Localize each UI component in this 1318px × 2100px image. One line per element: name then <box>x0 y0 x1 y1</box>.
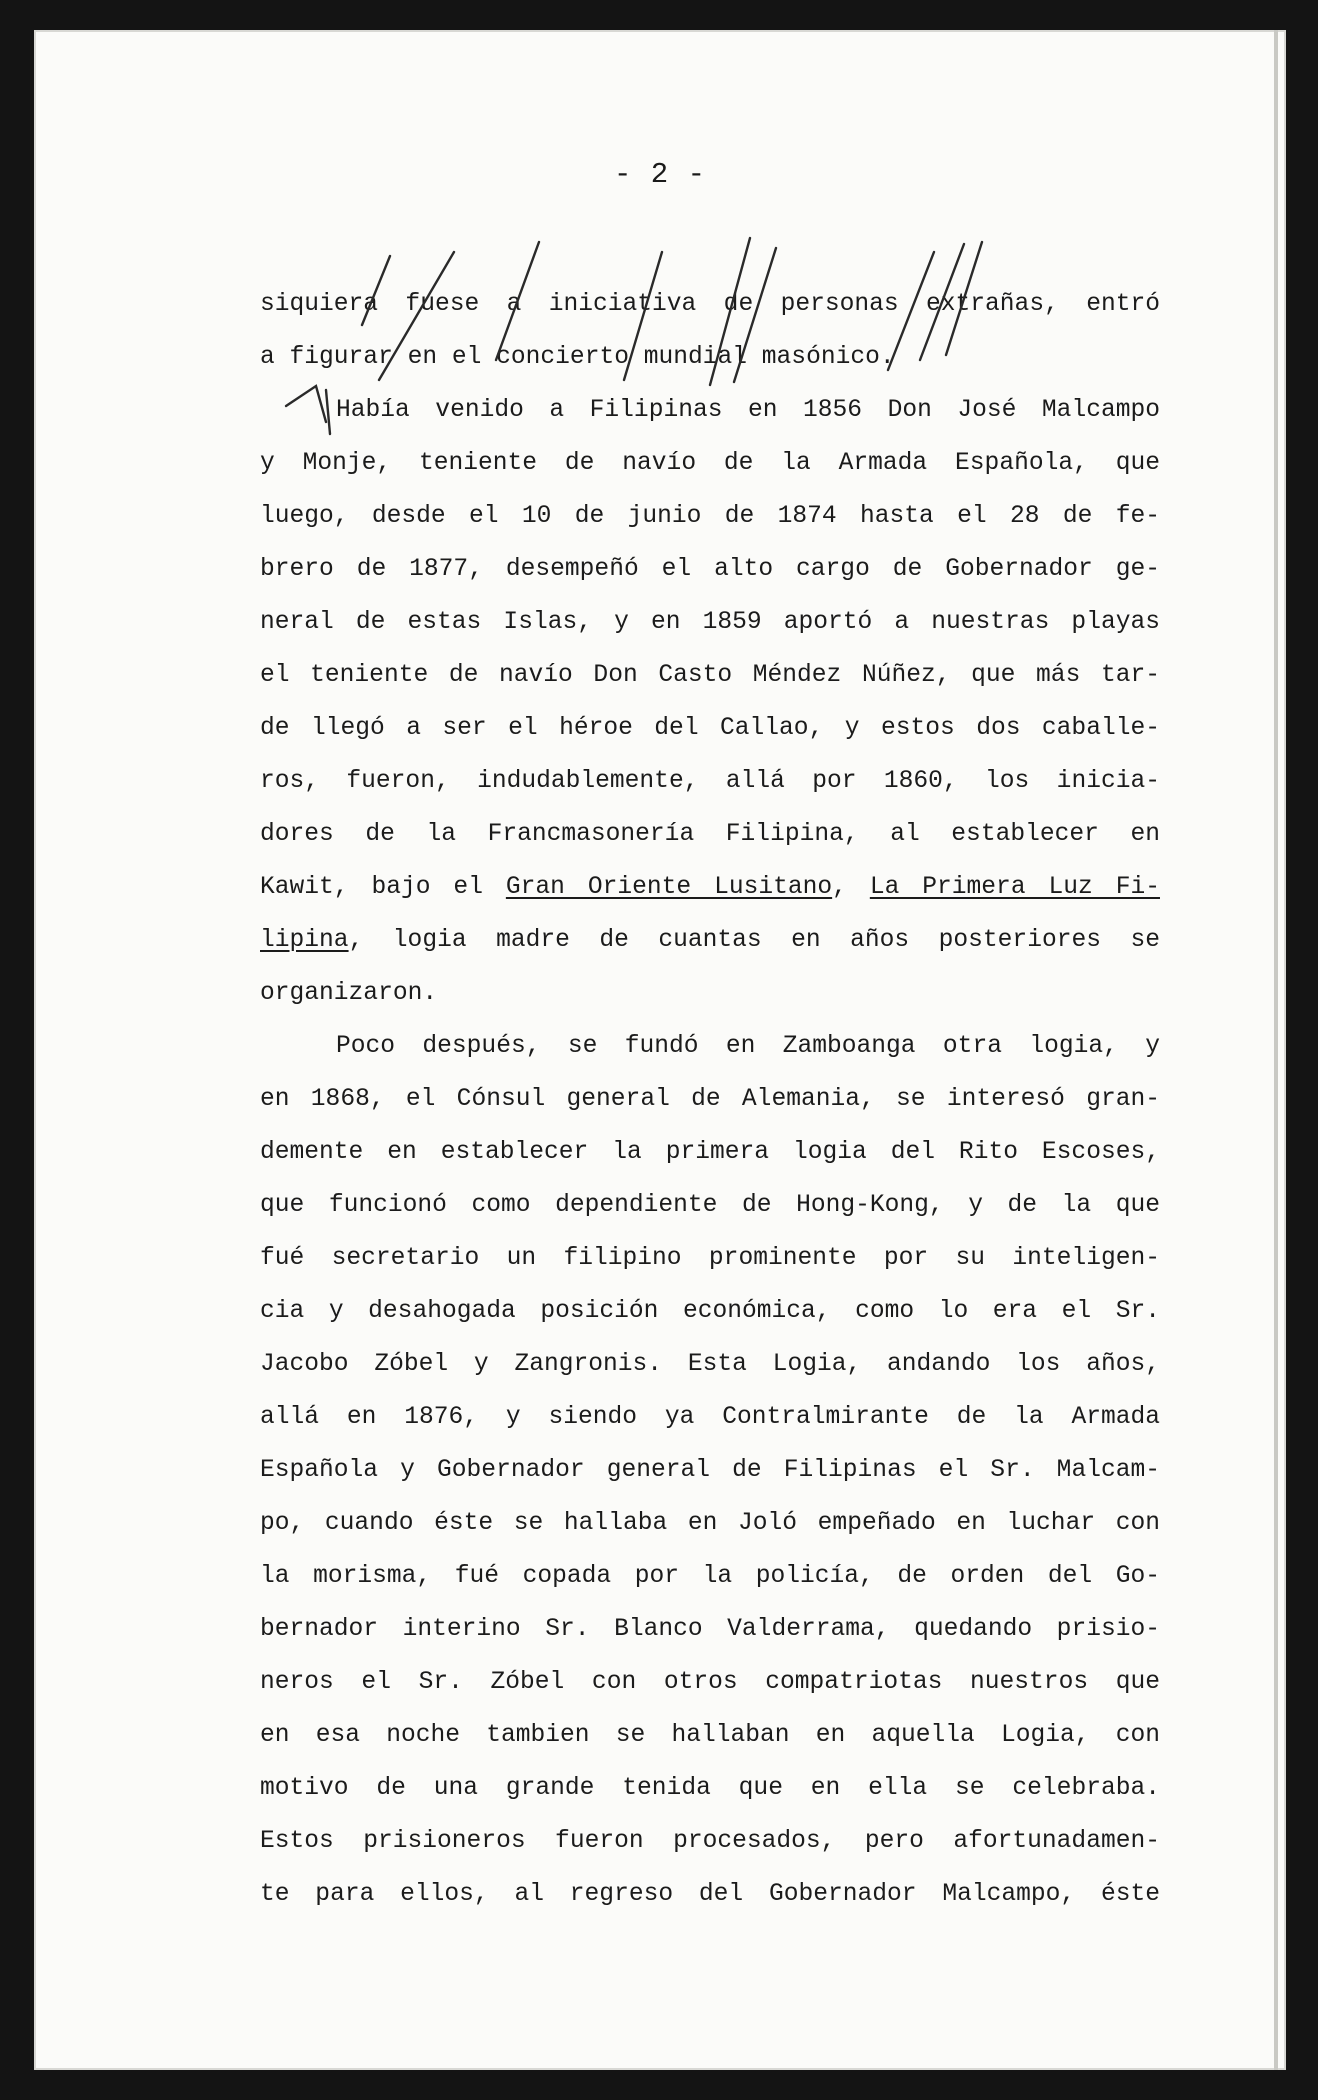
text-line: Jacobo Zóbel y Zangronis. Esta Logia, andando los años, <box>260 1351 1160 1378</box>
text-line: de llegó a ser el héroe del Callao, y estos dos caballe- <box>260 715 1160 742</box>
text-line: el teniente de navío Don Casto Méndez Núñez, que más tar- <box>260 662 1160 689</box>
text-line: la morisma, fué copada por la policía, de orden del Go- <box>260 1563 1160 1590</box>
text-line: en esa noche tambien se hallaban en aquella Logia, con <box>260 1722 1160 1749</box>
text-line: allá en 1876, y siendo ya Contralmirante de la Armada <box>260 1404 1160 1431</box>
text-line: a figurar en el concierto mundial masónico. <box>260 344 895 371</box>
text-line: dores de la Francmasonería Filipina, al establecer en <box>260 821 1160 848</box>
text-line: motivo de una grande tenida que en ella se celebraba. <box>260 1775 1160 1802</box>
text-line: fué secretario un filipino prominente por su inteligen- <box>260 1245 1160 1272</box>
text-line: brero de 1877, desempeñó el alto cargo de Gobernador ge- <box>260 556 1160 583</box>
text-line: organizaron. <box>260 980 438 1007</box>
text-line: luego, desde el 10 de junio de 1874 hasta el 28 de fe- <box>260 503 1160 530</box>
text-line: Española y Gobernador general de Filipinas el Sr. Malcam- <box>260 1457 1160 1484</box>
page-edge <box>1274 30 1278 2070</box>
page-number: - 2 - <box>613 158 706 191</box>
text-line: neral de estas Islas, y en 1859 aportó a nuestras playas <box>260 609 1160 636</box>
text-line: ros, fueron, indudablemente, allá por 1860, los inicia- <box>260 768 1160 795</box>
text-line: que funcionó como dependiente de Hong-Kong, y de la que <box>260 1192 1160 1219</box>
document-page <box>34 30 1286 2070</box>
text-line: neros el Sr. Zóbel con otros compatriotas nuestros que <box>260 1669 1160 1696</box>
text-line: bernador interino Sr. Blanco Valderrama, quedando prisio- <box>260 1616 1160 1643</box>
body-text <box>260 278 1160 1921</box>
text-line: Poco después, se fundó en Zamboanga otra logia, y <box>336 1033 1160 1060</box>
text-line-underlined: lipina, logia madre de cuantas en años posteriores se <box>260 927 1160 954</box>
text-line: Estos prisioneros fueron procesados, pero afortunadamen- <box>260 1828 1160 1855</box>
text-line: Había venido a Filipinas en 1856 Don José Malcampo <box>336 397 1160 424</box>
text-line: y Monje, teniente de navío de la Armada Española, que <box>260 450 1160 477</box>
text-line: siquiera fuese a iniciativa de personas extrañas, entró <box>260 291 1160 318</box>
text-line: demente en establecer la primera logia del Rito Escoses, <box>260 1139 1160 1166</box>
text-line: en 1868, el Cónsul general de Alemania, se interesó gran- <box>260 1086 1160 1113</box>
text-line-underlined: Kawit, bajo el Gran Oriente Lusitano, La Primera Luz Fi- <box>260 874 1160 901</box>
text-line: te para ellos, al regreso del Gobernador Malcampo, éste <box>260 1881 1160 1908</box>
text-line: po, cuando éste se hallaba en Joló empeñado en luchar con <box>260 1510 1160 1537</box>
text-line: cia y desahogada posición económica, como lo era el Sr. <box>260 1298 1160 1325</box>
